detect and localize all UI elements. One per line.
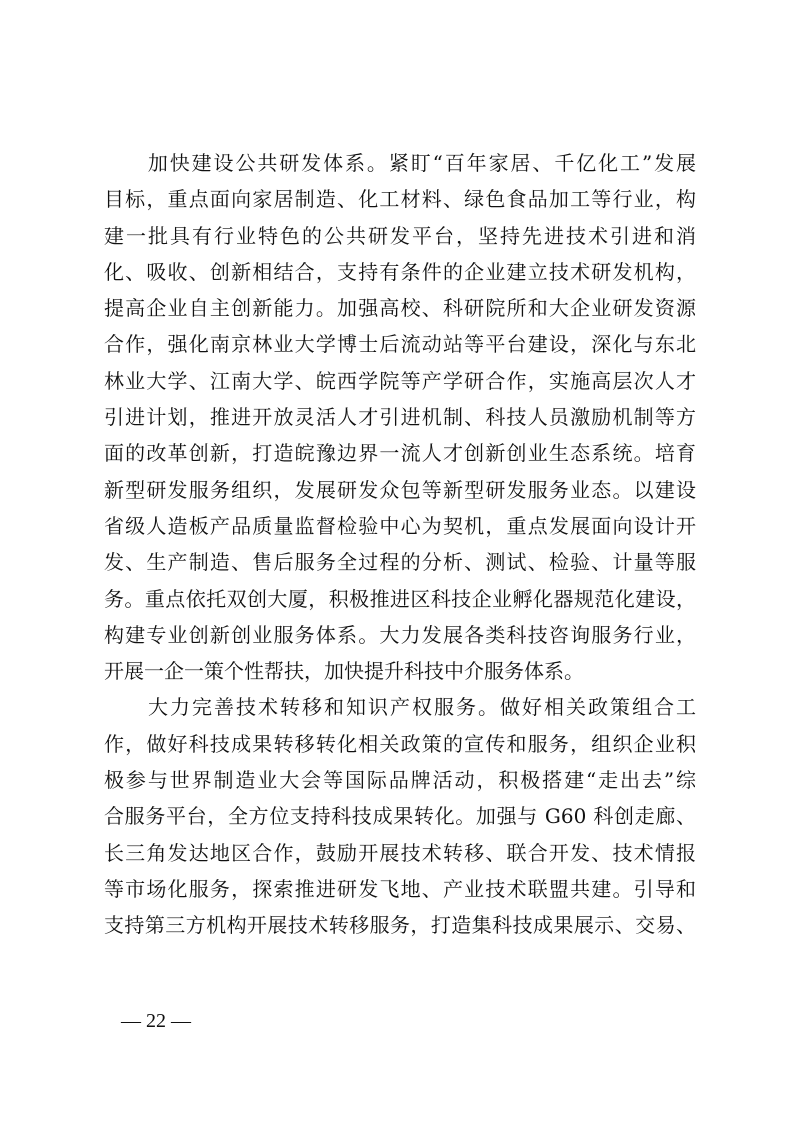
text-line: 大力完善技术转移和知识产权服务。做好相关政策组合工: [104, 695, 696, 720]
text-line: 林业大学、江南大学、皖西学院等产学研合作，实施高层次人才: [104, 368, 696, 393]
text-line: 极参与世界制造业大会等国际品牌活动，积极搭建“走出去”综: [104, 768, 696, 793]
text-line: 务。重点依托双创大厦，积极推进区科技企业孵化器规范化建设，: [104, 586, 696, 611]
text-line: 省级人造板产品质量监督检验中心为契机，重点发展面向设计开: [104, 513, 696, 538]
text-line: 开展一企一策个性帮扶，加快提升科技中介服务体系。: [104, 659, 584, 684]
text-line: 构建专业创新创业服务体系。大力发展各类科技咨询服务行业，: [104, 622, 696, 647]
text-line: 化、吸收、创新相结合，支持有条件的企业建立技术研发机构，: [104, 259, 696, 284]
text-line: 合服务平台，全方位支持科技成果转化。加强与 G60 科创走廊、: [104, 804, 696, 829]
text-line: 长三角发达地区合作，鼓励开展技术转移、联合开发、技术情报: [104, 840, 696, 865]
text-line: 提高企业自主创新能力。加强高校、科研院所和大企业研发资源: [104, 296, 696, 321]
text-line: 建一批具有行业特色的公共研发平台，坚持先进技术引进和消: [104, 223, 696, 248]
text-line: 支持第三方机构开展技术转移服务，打造集科技成果展示、交易、: [104, 913, 696, 938]
paragraph-technology-transfer: [104, 689, 696, 943]
text-line: 作，做好科技成果转移转化相关政策的宣传和服务，组织企业积: [104, 731, 696, 756]
text-line: 新型研发服务组织，发展研发众包等新型研发服务业态。以建设: [104, 477, 696, 502]
text-line: 引进计划，推进开放灵活人才引进机制、科技人员激励机制等方: [104, 405, 696, 430]
text-line: 等市场化服务，探索推进研发飞地、产业技术联盟共建。引导和: [104, 876, 696, 901]
text-line: 合作，强化南京林业大学博士后流动站等平台建设，深化与东北: [104, 332, 696, 357]
text-line: 加快建设公共研发体系。紧盯“百年家居、千亿化工”发展: [104, 151, 696, 175]
text-line: 发、生产制造、售后服务全过程的分析、测试、检验、计量等服: [104, 550, 696, 575]
text-line: 目标，重点面向家居制造、化工材料、绿色食品加工等行业，构: [104, 187, 696, 212]
page-number: — 22 —: [121, 1010, 191, 1032]
paragraph-research-system: [104, 145, 696, 689]
body-text: [104, 145, 696, 944]
text-line: 面的改革创新，打造皖豫边界一流人才创新创业生态系统。培育: [104, 441, 696, 466]
